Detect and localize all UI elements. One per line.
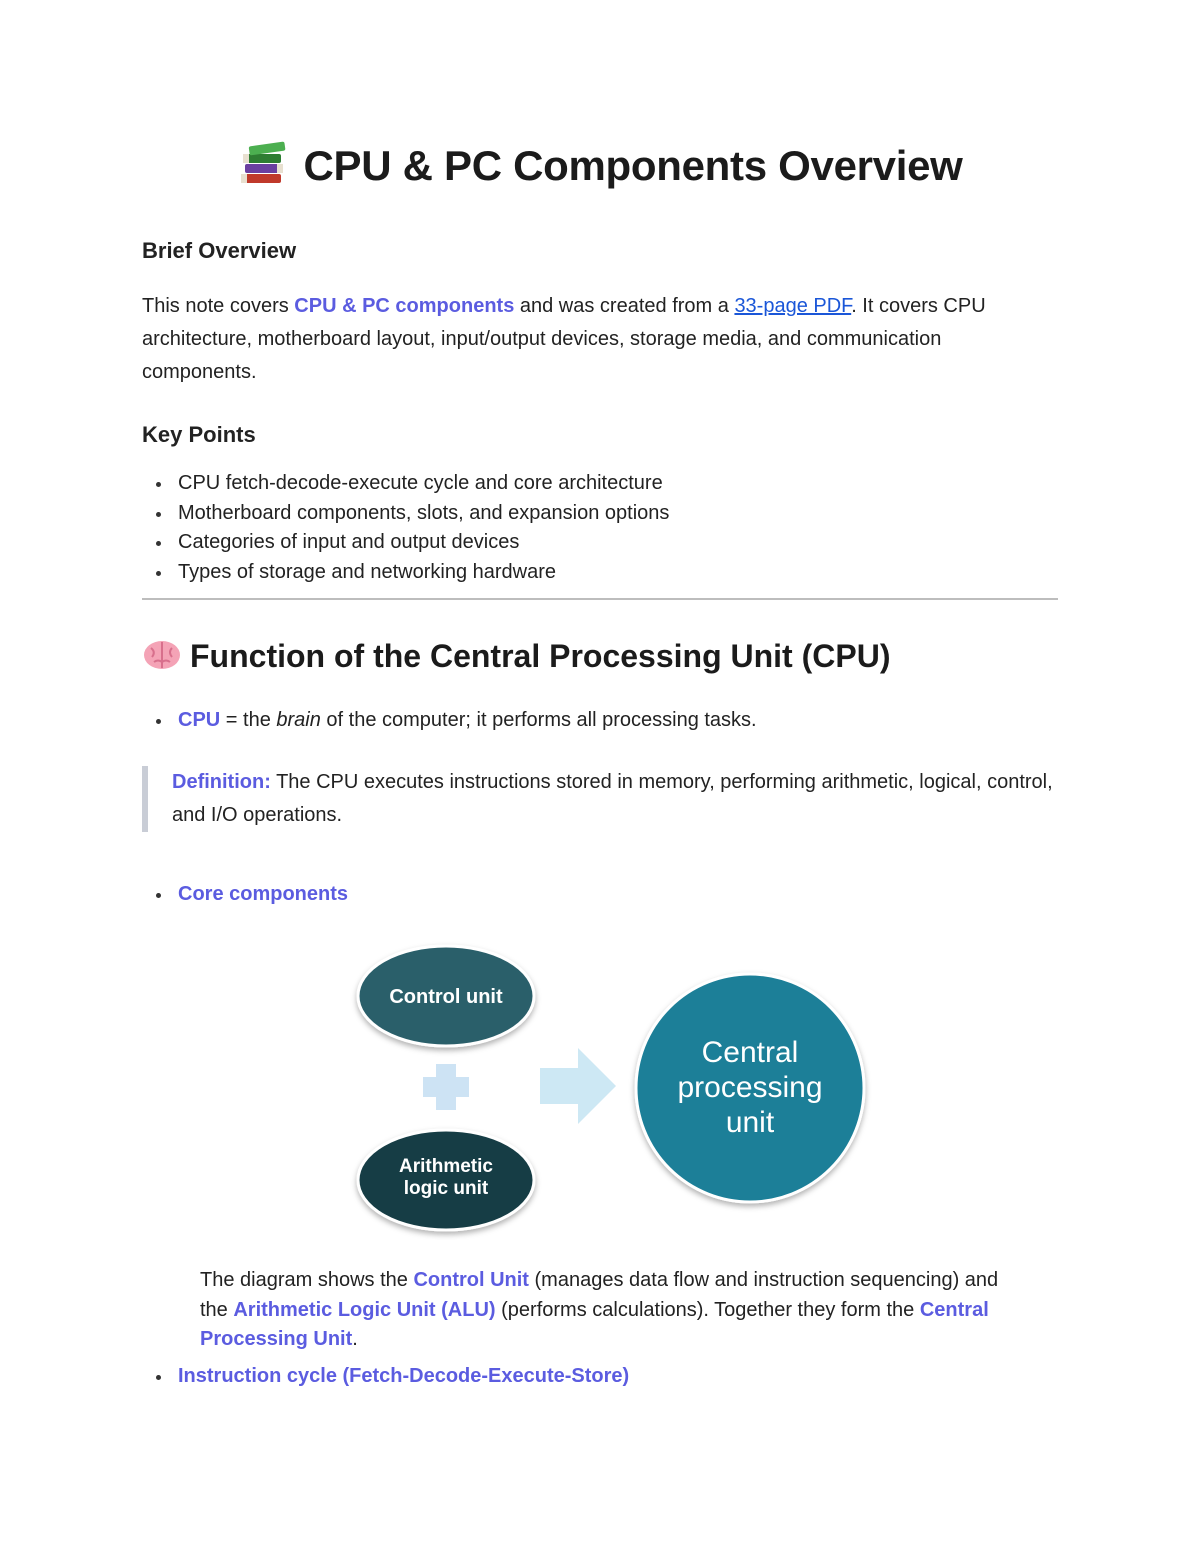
- cpu-section-title: Function of the Central Processing Unit (CPU): [190, 638, 891, 674]
- brief-overview-paragraph: [142, 290, 1052, 389]
- instruction-cycle-list: [178, 1362, 629, 1392]
- definition-blockquote: [142, 766, 1072, 832]
- alu-label-line-1: Arithmetic: [399, 1156, 493, 1177]
- list-item: CPU fetch-decode-execute cycle and core architecture: [178, 469, 669, 499]
- diagram-explanation: [200, 1266, 1000, 1355]
- page-title: [0, 140, 1200, 190]
- note-highlight: Arithmetic Logic Unit (ALU): [233, 1298, 496, 1321]
- definition-label: Definition:: [172, 771, 271, 793]
- plus-icon: [423, 1064, 469, 1110]
- definition-text: The CPU executes instructions stored in memory, performing arithmetic, logical, control, and I/O operations.: [172, 771, 1053, 826]
- pdf-link[interactable]: 33-page PDF: [734, 295, 852, 317]
- bullet-text: = the: [220, 709, 277, 731]
- note-text: (performs calculations). Together they form the: [495, 1298, 920, 1321]
- list-item: [178, 706, 757, 736]
- arrow-right-icon: [540, 1048, 616, 1124]
- core-components-label: Core components: [178, 883, 349, 905]
- note-text: (manages data flow and instruction sequencing) and the: [200, 1269, 999, 1321]
- section-divider: [142, 598, 1058, 600]
- note-highlight: Control Unit: [413, 1269, 529, 1291]
- cpu-label-line-3: unit: [725, 1106, 775, 1139]
- bullet-text: of the computer; it performs all processing tasks.: [320, 709, 757, 731]
- list-item: Categories of input and output devices: [178, 528, 669, 558]
- overview-highlight: CPU & PC components: [294, 295, 515, 317]
- cpu-label-line-2: processing: [677, 1071, 823, 1104]
- list-item: [178, 880, 348, 910]
- list-item: [178, 1362, 629, 1392]
- books-icon: [237, 140, 289, 186]
- key-points-list: [178, 469, 669, 587]
- instruction-cycle-label: Instruction cycle (Fetch-Decode-Execute-Store): [178, 1365, 630, 1387]
- note-text: .: [352, 1328, 358, 1350]
- cpu-diagram: [340, 940, 880, 1240]
- overview-text: and was created from a: [514, 295, 735, 317]
- brain-icon: [142, 638, 182, 672]
- alu-label-line-2: logic unit: [403, 1178, 489, 1199]
- overview-text: This note covers: [142, 295, 295, 317]
- bullet-emphasis: brain: [276, 709, 321, 731]
- note-text: The diagram shows the: [200, 1269, 414, 1291]
- cpu-term: CPU: [178, 709, 221, 731]
- cpu-bullet-list: [178, 706, 757, 736]
- brief-overview-heading: Brief Overview: [142, 238, 297, 263]
- list-item: Types of storage and networking hardware: [178, 558, 669, 588]
- cpu-label-line-1: Central: [701, 1036, 799, 1069]
- list-item: Motherboard components, slots, and expansion options: [178, 499, 669, 529]
- core-components-list: [178, 880, 348, 910]
- cpu-section-heading: [142, 638, 890, 675]
- control-unit-label: Control unit: [389, 986, 503, 1008]
- overview-text: . It covers CPU architecture, motherboard layout, input/output devices, storage media, and communication components.: [142, 295, 986, 383]
- key-points-heading: Key Points: [142, 422, 256, 447]
- page-title-text: CPU & PC Components Overview: [303, 142, 963, 189]
- note-highlight: Central Processing Unit: [200, 1298, 989, 1350]
